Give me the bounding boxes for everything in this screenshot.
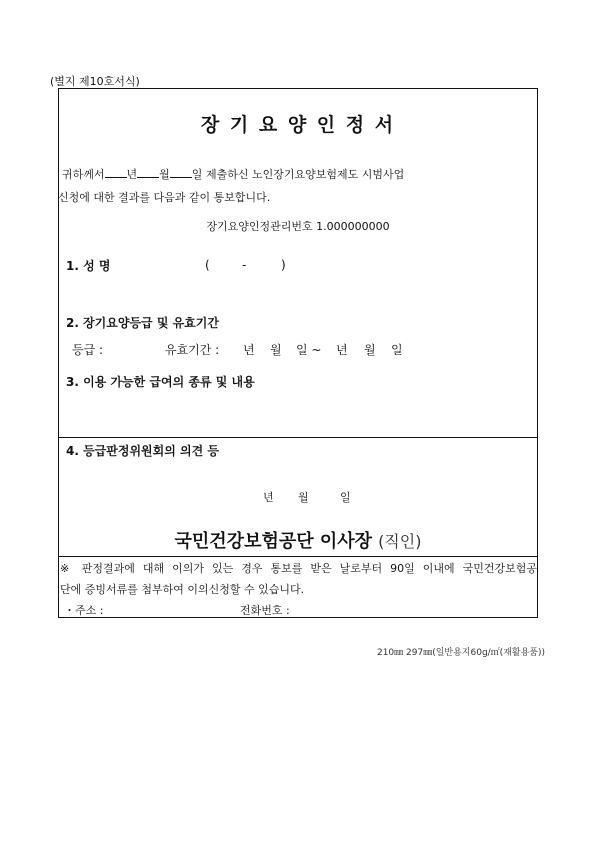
section-committee-label: 4. 등급판정위원회의 의견 등	[66, 444, 219, 458]
notice-line-1: ※ 판정결과에 대해 이의가 있는 경우 통보를 받은 날로부터 90일 이내에 국민건강보험공	[60, 562, 537, 575]
intro-prefix: 귀하께서	[62, 168, 105, 181]
notice-divider	[58, 556, 538, 557]
official-seal-label: (직인)	[378, 532, 422, 551]
notice-line-2: 단에 증빙서류를 첨부하여 이의신청할 수 있습니다.	[60, 583, 305, 596]
issuer-name: 국민건강보험공단 이사장	[174, 531, 373, 552]
section-divider	[58, 437, 538, 438]
from-year: 년	[243, 343, 255, 357]
to-year: 년	[336, 343, 348, 357]
intro-line-1	[62, 166, 404, 182]
intro-year: 년	[126, 168, 138, 181]
form-number-label: (별지 제10호서식)	[50, 75, 140, 88]
to-day: 일	[391, 343, 403, 357]
to-month: 월	[364, 343, 376, 357]
intro-line-2: 신청에 대한 결과를 다음과 같이 통보합니다.	[58, 191, 271, 204]
section-grade-label: 2. 장기요양등급 및 유효기간	[66, 316, 219, 330]
issuer-line	[58, 527, 538, 553]
management-number: 장기요양인정관리번호 1.000000000	[206, 220, 390, 233]
intro-day: 일	[191, 168, 203, 181]
year-blank	[105, 166, 127, 178]
section-benefits-label: 3. 이용 가능한 급여의 종류 및 내용	[66, 375, 255, 389]
id-dash: -	[242, 258, 247, 272]
month-blank	[137, 166, 159, 178]
intro-month: 월	[159, 168, 170, 181]
issue-year: 년	[263, 491, 274, 504]
from-month: 월	[270, 343, 282, 357]
grade-label: 등급 :	[72, 343, 104, 357]
issue-day: 일	[340, 491, 351, 504]
id-close-paren: )	[281, 258, 286, 272]
document-title: 장 기 요 양 인 정 서	[200, 114, 396, 136]
issue-month: 월	[298, 491, 309, 504]
from-day: 일 ~	[296, 343, 322, 357]
phone-label: 전화번호 :	[240, 604, 290, 617]
section-name-label: 1. 성 명	[66, 259, 111, 273]
period-label: 유효기간 :	[165, 343, 220, 357]
paper-spec-footer: 210㎜ 297㎜(일반용지60g/㎡(재활용품))	[376, 648, 545, 658]
day-blank	[170, 166, 192, 178]
address-label: ・주소 :	[64, 604, 104, 617]
id-open-paren: (	[205, 258, 210, 272]
intro-rest: 제출하신 노인장기요양보험제도 시범사업	[205, 168, 405, 181]
